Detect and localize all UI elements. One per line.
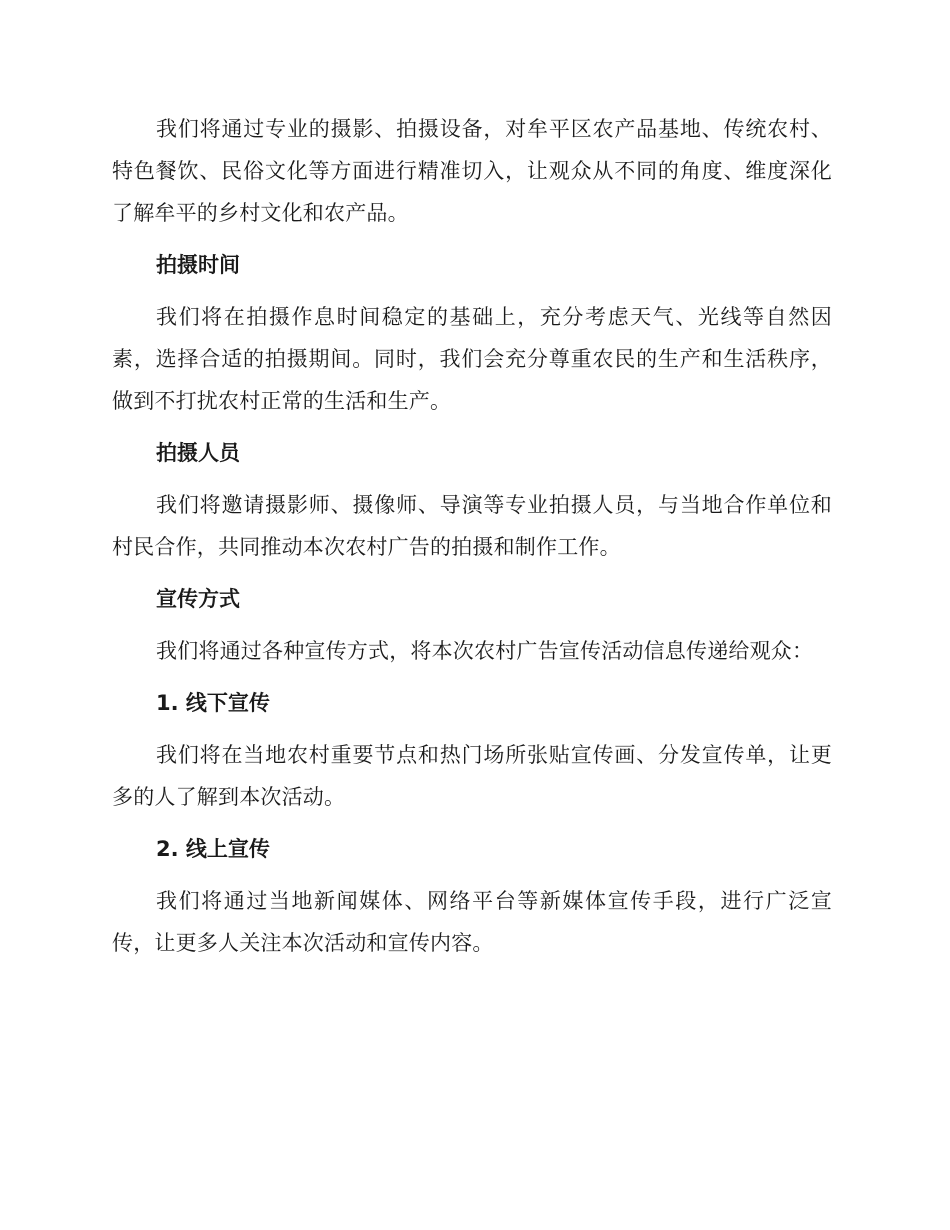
online-promotion-paragraph: 我们将通过当地新闻媒体、网络平台等新媒体宣传手段，进行广泛宣传，让更多人关注本次活动和宣传内容。 (112, 889, 832, 955)
promotion-methods-paragraph: 我们将通过各种宣传方式，将本次农村广告宣传活动信息传递给观众： (156, 639, 814, 663)
shooting-time-paragraph: 我们将在拍摄作息时间稳定的基础上，充分考虑天气、光线等自然因素，选择合适的拍摄期间。同时，我们会充分尊重农民的生产和生活秩序，做到不打扰农村正常的生活和生产。 (112, 305, 832, 413)
heading-promotion-methods: 宣传方式 (156, 587, 240, 611)
heading-offline-promotion: 1. 线下宣传 (156, 691, 270, 715)
offline-promotion-paragraph: 我们将在当地农村重要节点和热门场所张贴宣传画、分发宣传单，让更多的人了解到本次活动。 (112, 743, 832, 809)
shooting-staff-paragraph: 我们将邀请摄影师、摄像师、导演等专业拍摄人员，与当地合作单位和村民合作，共同推动本次农村广告的拍摄和制作工作。 (112, 493, 832, 559)
heading-shooting-time: 拍摄时间 (156, 253, 240, 277)
heading-online-promotion: 2. 线上宣传 (156, 837, 270, 861)
intro-paragraph: 我们将通过专业的摄影、拍摄设备，对牟平区农产品基地、传统农村、特色餐饮、民俗文化等方面进行精准切入，让观众从不同的角度、维度深化了解牟平的乡村文化和农产品。 (112, 117, 832, 225)
document-page (112, 108, 832, 964)
heading-shooting-staff: 拍摄人员 (156, 441, 240, 465)
